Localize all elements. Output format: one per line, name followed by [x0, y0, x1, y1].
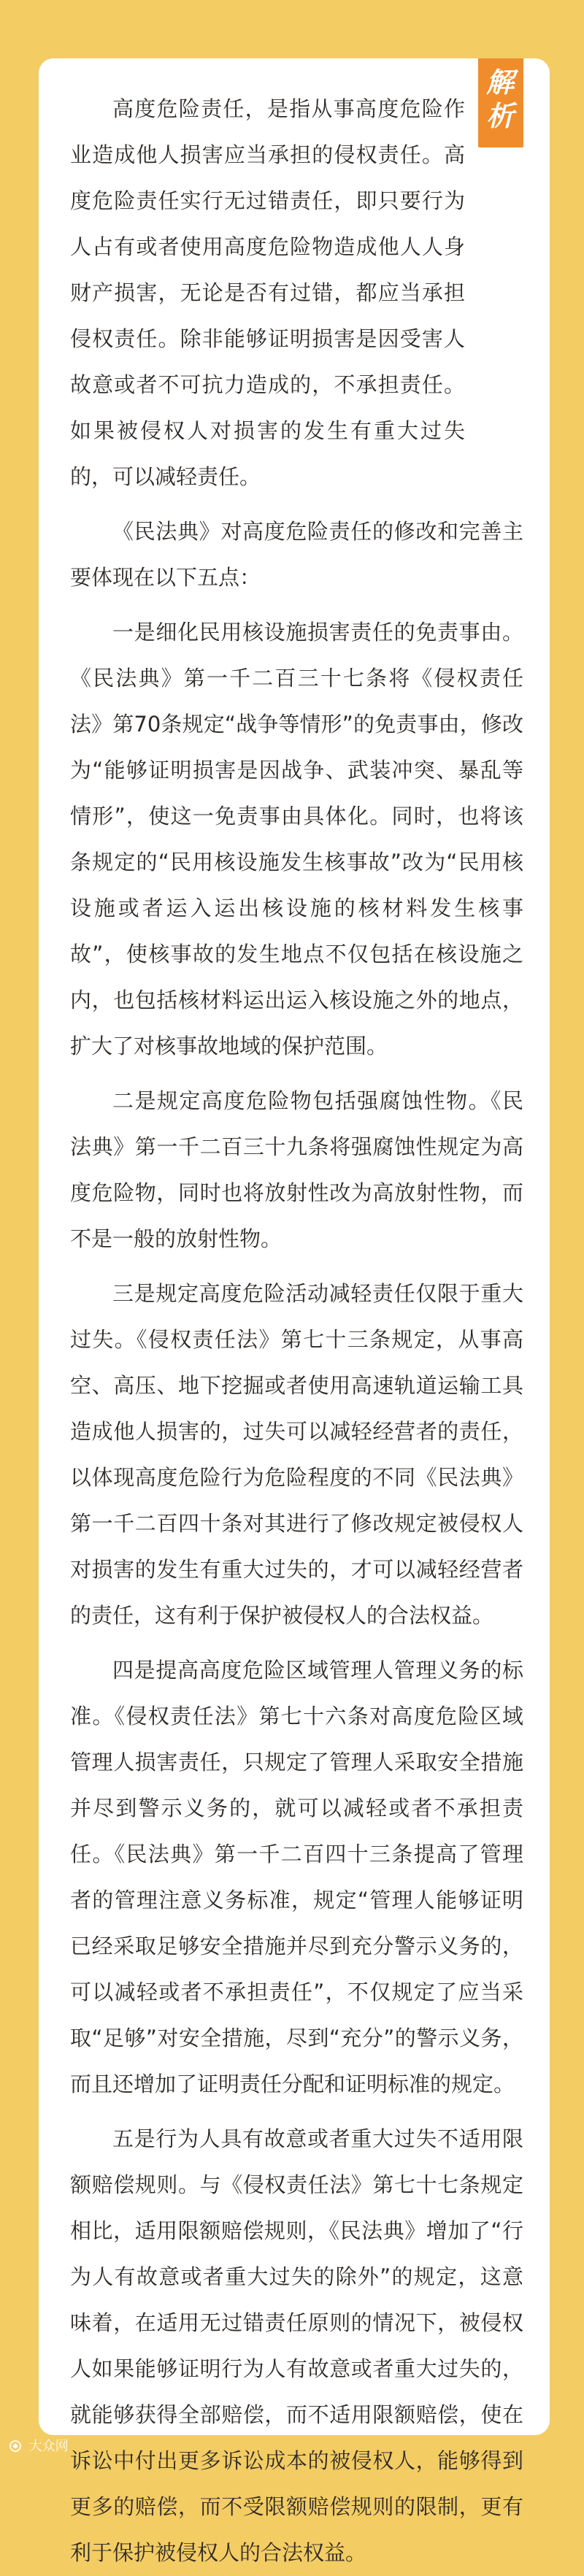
analysis-tag-label: 解析	[485, 66, 515, 132]
analysis-tag	[478, 58, 523, 147]
paragraph-point-three: 三是规定高度危险活动减轻责任仅限于重大过失。《侵权责任法》第七十三条规定，从事高空、高压、地下挖掘或者使用高速轨道运输工具造成他人损害的，过失可以减轻经营者的责任，以体现高度危险行为危险程度的不同《民法典》第一千二百四十条对其进行了修改规定被侵权人对损害的发生有重大过失的，才可以减轻经营者的责任，这有利于保护被侵权人的合法权益。	[70, 1281, 523, 1628]
brand-logo-icon	[9, 2439, 22, 2453]
footer-watermark	[9, 2438, 69, 2456]
paragraph-summary: 《民法典》对高度危险责任的修改和完善主要体现在以下五点：	[70, 519, 523, 590]
paragraph-intro: 高度危险责任，是指从事高度危险作业造成他人损害应当承担的侵权责任。高度危险责任实行无过错责任，即只要行为人占有或者使用高度危险物造成他人人身财产损害，无论是否有过错，都应当承担侵权责任。除非能够证明损害是因受害人故意或者不可抗力造成的，不承担责任。如果被侵权人对损害的发生有重大过失的，可以减轻责任。	[70, 96, 465, 489]
paragraph-point-four: 四是提高高度危险区域管理人管理义务的标准。《侵权责任法》第七十六条对高度危险区域管理人损害责任，只规定了管理人采取安全措施并尽到警示义务的，就可以减轻或者不承担责任。《民法典》第一千二百四十三条提高了管理者的管理注意义务标准，规定“管理人能够证明已经采取足够安全措施并尽到充分警示义务的，可以减轻或者不承担责任”，不仅规定了应当采取“足够”对安全措施，尽到“充分”的警示义务，而且还增加了证明责任分配和证明标准的规定。	[70, 1658, 523, 2096]
paragraph-point-two: 二是规定高度危险物包括强腐蚀性物。《民法典》第一千二百三十九条将强腐蚀性规定为高度危险物，同时也将放射性改为高放射性物，而不是一般的放射性物。	[70, 1088, 523, 1251]
paragraph-point-one: 一是细化民用核设施损害责任的免责事由。《民法典》第一千二百三十七条将《侵权责任法》第70条规定“战争等情形”的免责事由，修改为“能够证明损害是因战争、武装冲突、暴乱等情形”，使这一免责事由具体化。同时，也将该条规定的“民用核设施发生核事故”改为“民用核设施或者运入运出核设施的核材料发生核事故”，使核事故的发生地点不仅包括在核设施之内，也包括核材料运出运入核设施之外的地点，扩大了对核事故地域的保护范围。	[70, 620, 523, 1058]
footer-brand-text: 大众网	[28, 2439, 69, 2454]
paragraph-point-five: 五是行为人具有故意或者重大过失不适用限额赔偿规则。与《侵权责任法》第七十七条规定相比，适用限额赔偿规则，《民法典》增加了“行为人有故意或者重大过失的除外”的规定，这意味着，在适用无过错责任原则的情况下，被侵权人如果能够证明行为人有故意或者重大过失的，就能够获得全部赔偿，而不适用限额赔偿，使在诉讼中付出更多诉讼成本的被侵权人，能够得到更多的赔偿，而不受限额赔偿规则的限制，更有利于保护被侵权人的合法权益。	[70, 2126, 523, 2565]
